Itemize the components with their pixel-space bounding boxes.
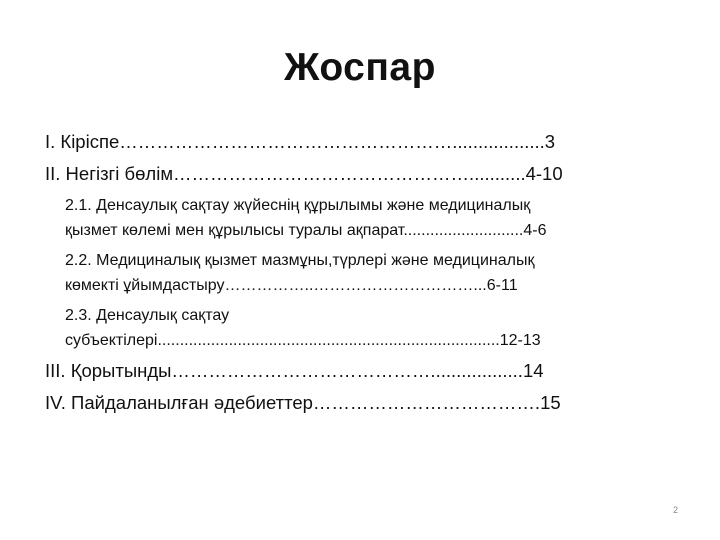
- toc-subitem-2-2: [45, 248, 685, 298]
- toc-subitem-2-3: [45, 303, 685, 353]
- toc-item-references: IV. Пайдаланылған әдебиеттер……………………………….15: [45, 392, 561, 413]
- toc-subitem-2-1: [45, 193, 685, 243]
- toc-item-main-part: II. Негізгі бөлім…………………………………………...........4-10: [45, 163, 563, 184]
- toc-subitem-2-2-line1: 2.2. Медициналық қызмет мазмұны,түрлері және медициналық: [65, 252, 535, 269]
- slide-page-number: 2: [672, 505, 678, 515]
- slide-title: Жоспар: [284, 46, 436, 89]
- toc-subitem-2-1-line2: қызмет көлемі мен құрылысы туралы ақпарат...........................4-6: [65, 222, 547, 239]
- toc-subitem-2-2-line2: көмекті ұйымдастыру……………..…………………………...6-11: [65, 277, 518, 294]
- toc-subitem-2-3-line2: субъектілері.............................................................................12-13: [65, 332, 541, 349]
- toc-subitem-2-3-line1: 2.3. Денсаулық сақтау: [65, 307, 230, 324]
- toc-item-introduction: I. Кіріспе………………………………………………..................3: [45, 131, 556, 152]
- toc-item-conclusion: III. Қорытынды……………………………………..................14: [45, 360, 544, 381]
- table-of-contents: [45, 129, 685, 422]
- toc-subitem-2-1-line1: 2.1. Денсаулық сақтау жүйеснің құрылымы және медициналық: [65, 197, 531, 214]
